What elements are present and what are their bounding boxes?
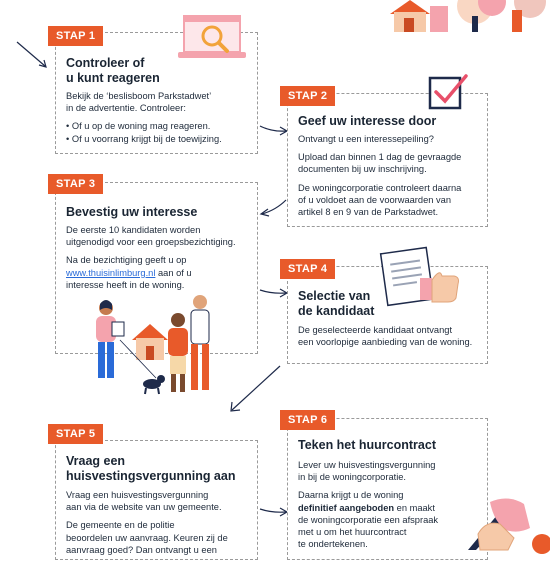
step1-text: Bekijk de ‘beslisboom Parkstadwet’ in de advertentie. Controleer: • Of u op de woning mag reageren. • Of u voorrang krijgt bij de toewijzing. (66, 91, 222, 144)
thuisinlimburg-link[interactable]: www.thuisinlimburg.nl (66, 267, 156, 278)
step4-text: De geselecteerde kandidaat ontvangt een voorlopige aanbieding van de woning. (298, 325, 473, 348)
houses-illustration (380, 0, 550, 32)
step3-title: Bevestig uw interesse (66, 205, 198, 219)
step5-badge: STAP 5 (48, 424, 103, 444)
arrow-step3-to-step4 (258, 286, 290, 300)
pen-signing-hand-icon (438, 494, 550, 550)
step2-badge: STAP 2 (280, 86, 335, 106)
checkbox-check-icon (428, 72, 470, 112)
step2-title: Geef uw interesse door (298, 114, 437, 128)
step3-text: De eerste 10 kandidaten worden uitgenodigd voor een groepsbezichtiging. Na de bezichtiging geeft u op www.thuisinlimburg.nl aan of u interesse heeft in de woning. (66, 225, 236, 290)
step1-title: Controleer of u kunt reageren (66, 56, 160, 85)
arrow-step5-to-step6 (258, 504, 290, 518)
arrow-step1-to-step2 (258, 122, 290, 138)
step6-badge: STAP 6 (280, 410, 335, 430)
arrow-step4-to-step5 (226, 364, 286, 416)
document-thumbs-up-icon (380, 246, 466, 308)
viewing-people-illustration (90, 294, 220, 398)
step5-title: Vraag een huisvestingsvergunning aan (66, 454, 236, 483)
step6-title: Teken het huurcontract (298, 438, 436, 452)
step4-badge: STAP 4 (280, 259, 335, 279)
step2-text: Ontvangt u een interessepeiling? Upload dan binnen 1 dag de gevraagde documenten bij uw inschrijving. De woningcorporatie controleert daarna of u voldoet aan de voorwaarden van artikel 8 en 9 van de Parkstadwet. (298, 134, 462, 218)
laptop-magnifier-icon (178, 14, 248, 62)
step3-badge: STAP 3 (48, 174, 103, 194)
step4-title: Selectie van de kandidaat (298, 289, 375, 318)
step5-text: Vraag een huisvestingsvergunning aan via de website van uw gemeente. De gemeente en de politie beoordelen uw aanvraag. Keuren zij de aanvraag goed? Dan ontvangt u een (66, 490, 228, 555)
step6-text: Lever uw huisvestingsvergunning in bij de woningcorporatie. Daarna krijgt u de woning definitief aangeboden en maakt de woningcorporatie een afspraak met u om het huurcontract te ondertekenen. (298, 460, 439, 550)
step1-badge: STAP 1 (48, 26, 103, 46)
arrow-step2-to-step3 (258, 198, 290, 218)
